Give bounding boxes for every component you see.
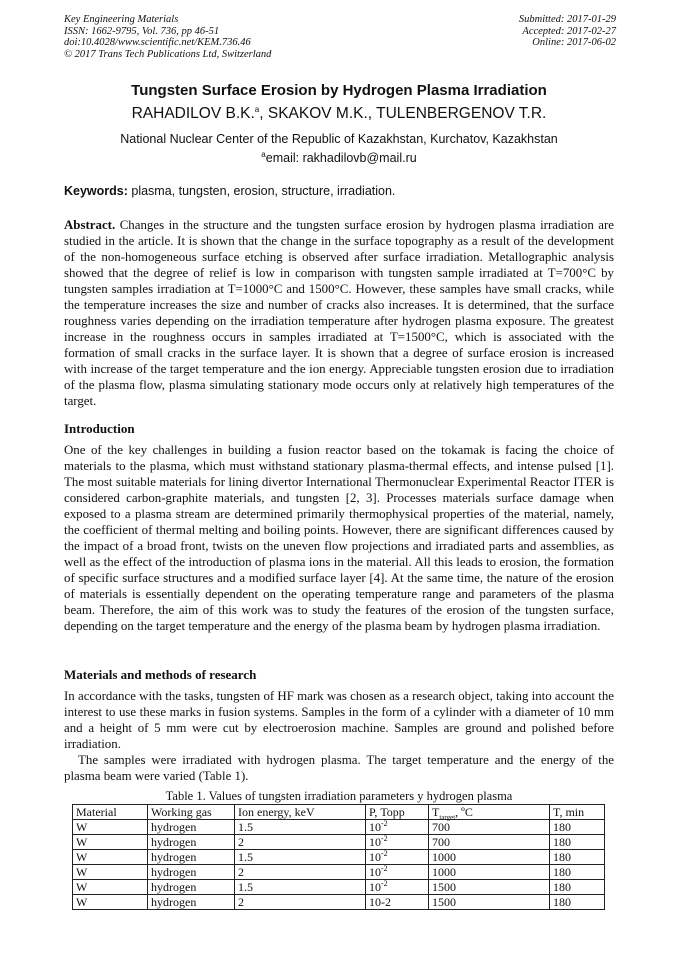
email-text: email: rakhadilovb@mail.ru [265, 151, 417, 165]
paper-title: Tungsten Surface Erosion by Hydrogen Plasma Irradiation [131, 82, 547, 99]
cell-target-temp: 1000 [429, 850, 550, 865]
col-ion-energy: Ion energy, keV [235, 805, 366, 820]
table-row [73, 820, 605, 835]
cell-pressure [366, 895, 429, 910]
abstract-label: Abstract. [64, 218, 116, 232]
pressure-exponent: -2 [381, 849, 388, 858]
pressure-exponent: -2 [381, 819, 388, 828]
table-row [73, 835, 605, 850]
cell-material: W [73, 895, 148, 910]
introduction-heading: Introduction [64, 421, 135, 436]
temp-subscript: target [439, 813, 456, 822]
cell-material: W [73, 865, 148, 880]
cell-ion-energy: 1.5 [235, 850, 366, 865]
col-pressure: P, Торр [366, 805, 429, 820]
pressure-exponent: -2 [381, 834, 388, 843]
accepted-date: Accepted: 2017-02-27 [522, 25, 616, 37]
email-mark: a [261, 149, 266, 159]
pressure-exponent: -2 [381, 879, 388, 888]
author-first: RAHADILOV B.K. [131, 105, 255, 122]
cell-time: 180 [550, 865, 605, 880]
cell-time: 180 [550, 850, 605, 865]
col-target-temp [429, 805, 550, 820]
pressure-base: 10 [369, 865, 381, 879]
journal-name: Key Engineering Materials [64, 14, 179, 25]
cell-time: 180 [550, 835, 605, 850]
cell-material: W [73, 835, 148, 850]
cell-target-temp: 1500 [429, 880, 550, 895]
col-working-gas: Working gas [148, 805, 235, 820]
cell-time: 180 [550, 895, 605, 910]
col-time: T, min [550, 805, 605, 820]
affiliation: National Nuclear Center of the Republic of Kazakhstan, Kurchatov, Kazakhstan [120, 132, 558, 146]
table-caption: Table 1. Values of tungsten irradiation parameters у hydrogen plasma [165, 789, 513, 803]
pressure-base: 10 [369, 880, 381, 894]
pressure-base: 10 [369, 850, 381, 864]
cell-working-gas: hydrogen [148, 865, 235, 880]
abstract [64, 217, 614, 409]
paper-authors [0, 105, 678, 123]
cell-pressure [366, 820, 429, 835]
cell-working-gas: hydrogen [148, 850, 235, 865]
author-affil-mark: a [254, 104, 260, 114]
introduction-text: One of the key challenges in building a fusion reactor based on the tokamak is facing the choice of materials to the plasma, which must withstand stationary plasma-thermal effects, and intense pulsed [1]. The most suitable materials for lining divertor International Thermonuclear Experimental Reactor ITER is considered carbon-graphite materials, and tungsten [2, 3]. Processes materials surface damage when exposed to a plasma stream are determined primarily thermophysical properties of the material, namely, the coefficient of thermal melting and boiling points. However, there are significant differences caused by the impact of a broad front, twists on the uneven flow projections and irradiated parts and assemblies, as well as the effect of the introduction of plasma ions in the material. All this leads to erosion, the formation of specific surface structures and a modified surface layer [4]. At the same time, the nature of the erosion of materials is essentially dependent on the operating temperature range and parameters of the plasma beam. Therefore, the aim of this work was to study the features of the erosion of the tungsten surface, depending on the target temperature and the energy of the plasma beam by hydrogen plasma irradiation. [64, 443, 614, 633]
cell-material: W [73, 850, 148, 865]
cell-ion-energy: 1.5 [235, 820, 366, 835]
cell-pressure [366, 880, 429, 895]
methods-heading: Materials and methods of research [64, 667, 257, 682]
pressure-base: 10 [369, 820, 381, 834]
col-material: Material [73, 805, 148, 820]
cell-working-gas: hydrogen [148, 880, 235, 895]
table-row [73, 850, 605, 865]
journal-doi: doi:10.4028/www.scientific.net/KEM.736.46 [64, 37, 251, 48]
cell-pressure [366, 865, 429, 880]
cell-target-temp: 700 [429, 835, 550, 850]
cell-pressure [366, 850, 429, 865]
cell-time: 180 [550, 880, 605, 895]
cell-pressure [366, 835, 429, 850]
keywords-label: Keywords: [64, 184, 128, 198]
author-rest: , SKAKOV M.K., TULENBERGENOV T.R. [259, 105, 547, 122]
keywords-text: plasma, tungsten, erosion, structure, irradiation. [127, 184, 396, 198]
table-header-row [73, 805, 605, 820]
temp-unit: , ºC [455, 805, 473, 819]
methods-paragraph-2: The samples were irradiated with hydrogen plasma. The target temperature and the energy of the plasma beam were varied (Table 1). [64, 753, 614, 783]
journal-copyright: © 2017 Trans Tech Publications Ltd, Switzerland [64, 48, 272, 60]
cell-ion-energy: 2 [235, 835, 366, 850]
cell-ion-energy: 2 [235, 895, 366, 910]
cell-working-gas: hydrogen [148, 835, 235, 850]
cell-material: W [73, 880, 148, 895]
cell-ion-energy: 2 [235, 865, 366, 880]
table-row [73, 865, 605, 880]
table-row [73, 880, 605, 895]
cell-target-temp: 700 [429, 820, 550, 835]
keywords [64, 184, 395, 198]
abstract-text: Changes in the structure and the tungsten surface erosion by hydrogen plasma irradiation are studied in the article. It is shown that the change in the surface topography as a result of the development of the non-homogeneous surface etching is observed after surface irradiation. Metallographic analysis showed that the degree of relief is low in comparison with tungsten sample irradiated at T=700°C by tungsten samples irradiation at T=1000°C and 1500°C. However, these samples have small cracks, while the temperature increases the size and number of cracks also increases. It is determined, that the surface roughness varies depending on the irradiation temperature after hydrogen plasma exposure. The greatest increase in the roughness occurs in samples irradiated at T=1500°C, which is associated with the formation of small cracks in the surface layer. It is shown that a degree of surface erosion is increased with increase of the target temperature and the ion energy. Appreciable tungsten erosion due to irradiation of the plasma flow, plasma simulating stationary mode occurs only at relatively high temperatures of the target. [64, 218, 614, 408]
pressure-base: 10-2 [369, 895, 391, 909]
author-email [0, 151, 678, 165]
journal-issn: ISSN: 1662-9795, Vol. 736, pp 46-51 [64, 25, 220, 37]
cell-time: 180 [550, 820, 605, 835]
table-row [73, 895, 605, 910]
cell-material: W [73, 820, 148, 835]
journal-info [64, 14, 271, 60]
online-date: Online: 2017-06-02 [532, 37, 616, 48]
cell-working-gas: hydrogen [148, 820, 235, 835]
methods-paragraph-1: In accordance with the tasks, tungsten of HF mark was chosen as a research object, taking into account the interest to use these marks in fusion systems. Samples in the form of a cylinder with a diameter of 10 mm and a height of 5 mm were cut by electroerosion machine. Samples are ground and polished before irradiation. [64, 689, 614, 751]
cell-ion-energy: 1.5 [235, 880, 366, 895]
cell-target-temp: 1000 [429, 865, 550, 880]
pressure-exponent: -2 [381, 864, 388, 873]
parameters-table [72, 804, 605, 910]
cell-working-gas: hydrogen [148, 895, 235, 910]
submitted-date: Submitted: 2017-01-29 [518, 14, 616, 25]
pressure-base: 10 [369, 835, 381, 849]
publication-dates [519, 14, 616, 49]
cell-target-temp: 1500 [429, 895, 550, 910]
temp-symbol: T [432, 805, 440, 819]
